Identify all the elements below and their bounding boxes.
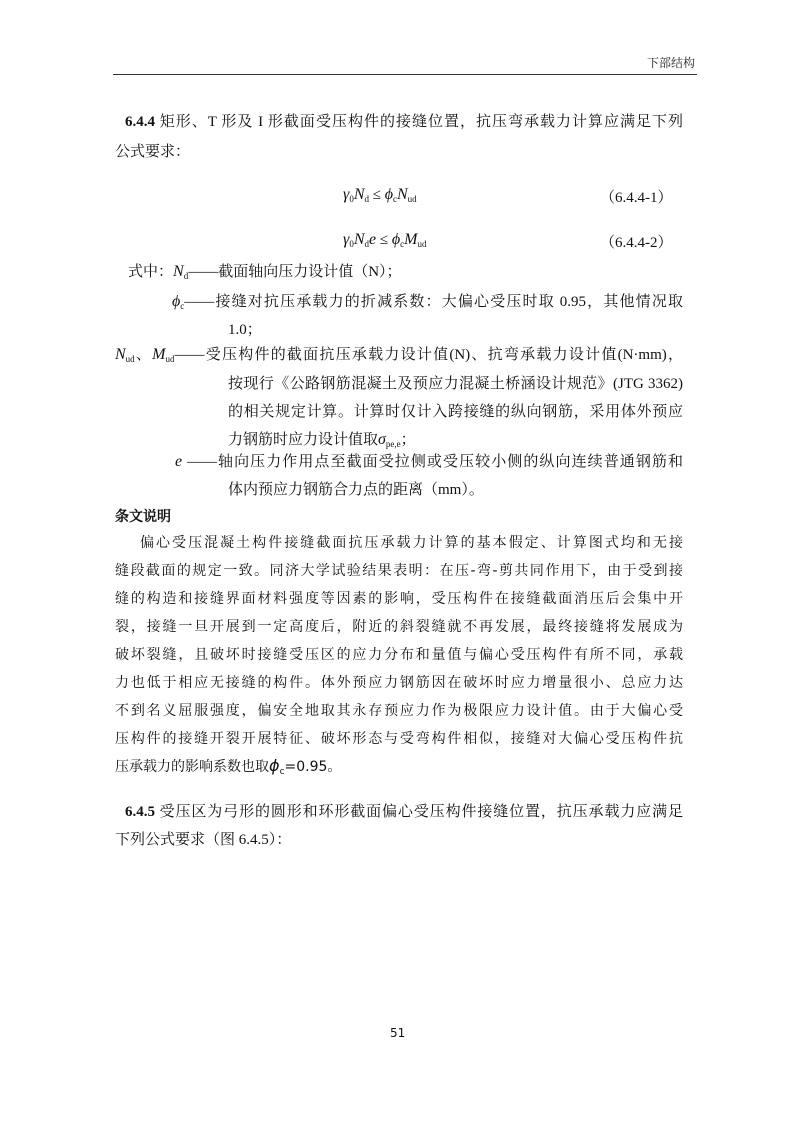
- header-rule: [113, 74, 697, 75]
- clause-6-4-4-line1: [125, 112, 683, 132]
- clause-6-4-4-line2: 公式要求：: [115, 144, 191, 160]
- def-nud-cont-1: 按现行《公路钢筋混凝土及预应力混凝土桥涵设计规范》(JTG 3362): [228, 376, 683, 392]
- clause-text: 矩形、T 形及 I 形截面受压构件的接缝位置，抗压弯承载力计算应满足下列: [159, 114, 683, 130]
- clause-number: 6.4.4: [125, 114, 155, 130]
- commentary-line: 裂，接缝一旦开展到一定高度后，附近的斜裂缝就不再发展，最终接缝将发展成为: [115, 619, 683, 635]
- commentary-line-last: 压承载力的影响系数也取$\phi_c=0.95$。: [115, 756, 342, 777]
- def-nud-cont-2: 的相关规定计算。计算时仅计入跨接缝的纵向钢筋，采用体外预应: [228, 404, 683, 420]
- commentary-line: 破坏裂缝，且破坏时接缝受压区的应力分布和量值与偏心受压构件有所不同，承载: [115, 647, 683, 663]
- commentary-line: 缝的构造和接缝界面材料强度等因素的影响，受压构件在接缝截面消压后会集中开: [115, 591, 683, 607]
- commentary-title: 条文说明: [115, 509, 171, 525]
- clause-6-4-5-line1: 6.4.5 受压区为弓形的圆形和环形截面偏心受压构件接缝位置，抗压承载力应满足: [125, 804, 683, 820]
- commentary-line: 力也低于相应无接缝的构件。体外预应力钢筋因在破坏时应力增量很小、总应力达: [115, 675, 683, 691]
- clause-6-4-5-line2: 下列公式要求（图 6.4.5）：: [115, 832, 292, 848]
- def-e-cont: 体内预应力钢筋合力点的距离（mm）。: [228, 482, 484, 498]
- def-nd: 式中：$N_d——$截面轴向压力设计值（N）；: [128, 263, 402, 281]
- def-nud-cont-3: 力钢筋时应力设计值取$\sigma_{pe,e}$；: [228, 431, 416, 449]
- running-header: 下部结构: [646, 56, 695, 70]
- equation-6-4-4-2: $\gamma_0N_de \le \phi_cM_{ud}$: [343, 231, 427, 249]
- commentary-line: 不到名义屈服强度，偏安全地取其永存预应力作为极限应力设计值。由于大偏心受: [115, 703, 683, 719]
- commentary-line: 偏心受压混凝土构件接缝截面抗压承载力计算的基本假定、计算图式均和无接: [140, 535, 683, 551]
- def-nud-mud: $N_{ud}$、$M_{ud}——$受压构件的截面抗压承载力设计值(N)、抗弯承载力设计值(N·mm)，: [115, 346, 683, 364]
- def-phi-cont: 1.0；: [228, 322, 262, 338]
- commentary-line: 压构件的接缝开裂开展特征、破坏形态与受弯构件相似，接缝对大偏心受压构件抗: [115, 731, 683, 747]
- def-phi: $\phi_c——$接缝对抗压承载力的折减系数：大偏心受压时取 0.95，其他情况取: [172, 293, 683, 311]
- commentary-line: 缝段截面的规定一致。同济大学试验结果表明：在压-弯-剪共同作用下，由于受到接: [115, 563, 683, 579]
- equation-6-4-4-1: $\gamma_0N_d \le \phi_cN_{ud}$: [343, 186, 417, 204]
- equation-number-2: （6.4.4-2）: [600, 235, 673, 251]
- equation-number-1: （6.4.4-1）: [600, 190, 673, 206]
- def-e: e ——轴向压力作用点至截面受拉侧或受压较小侧的纵向连续普通钢筋和: [175, 453, 683, 470]
- page-number: 51: [390, 1026, 406, 1040]
